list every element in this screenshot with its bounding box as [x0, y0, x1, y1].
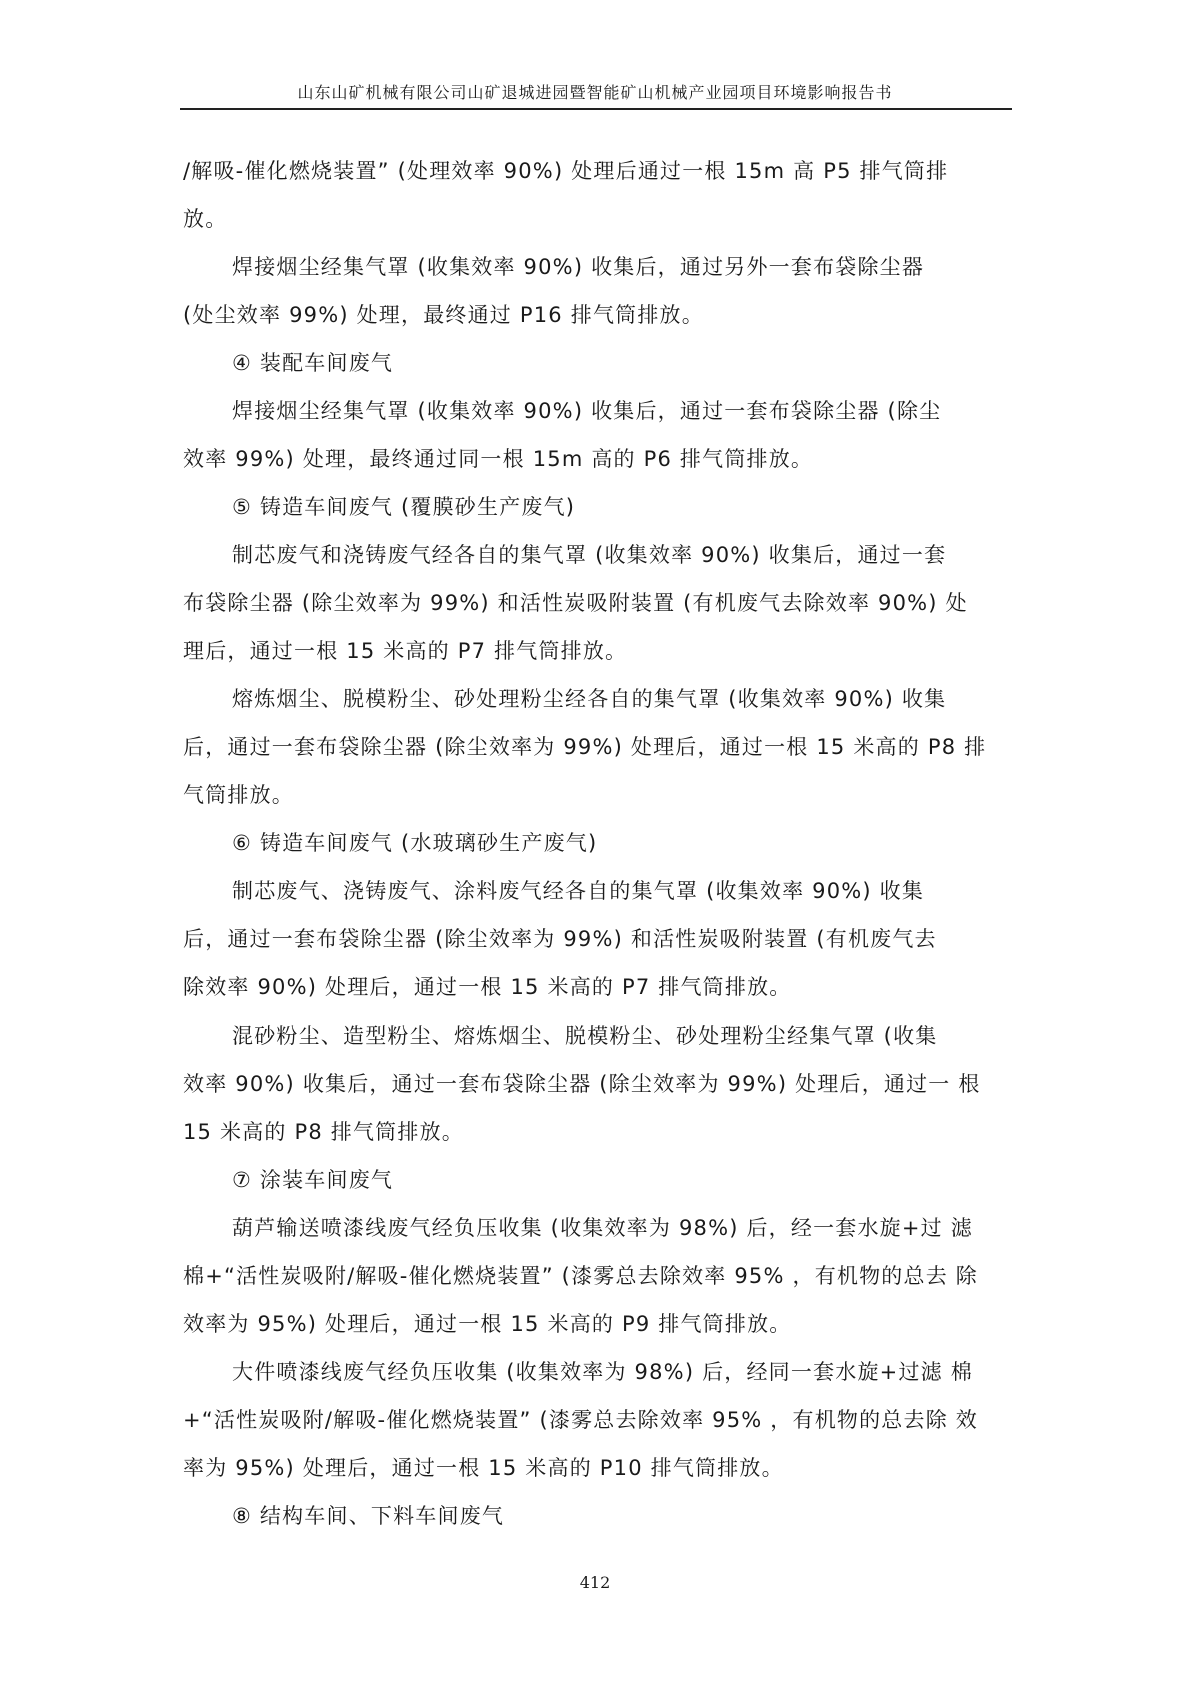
- text-line-28: 率为 95%) 处理后，通过一根 15 米高的 P10 排气筒排放。: [183, 1456, 784, 1480]
- text-line-21: 15 米高的 P8 排气筒排放。: [183, 1120, 464, 1144]
- text-line-23: 葫芦输送喷漆线废气经负压收集 (收集效率为 98%) 后，经一套水旋+过 滤: [232, 1216, 973, 1240]
- text-line-13: 后，通过一套布袋除尘器 (除尘效率为 99%) 处理后，通过一根 15 米高的 P8 排: [183, 735, 987, 759]
- page-number: 412: [579, 1573, 611, 1592]
- text-line-14: 气筒排放。: [183, 783, 294, 807]
- section-heading-5: ⑤ 铸造车间废气 (覆膜砂生产废气): [232, 495, 576, 519]
- section-heading-4: ④ 装配车间废气: [232, 351, 394, 375]
- text-line-11: 理后，通过一根 15 米高的 P7 排气筒排放。: [183, 639, 628, 663]
- text-line-17: 后，通过一套布袋除尘器 (除尘效率为 99%) 和活性炭吸附装置 (有机废气去: [183, 927, 937, 951]
- text-line-12: 熔炼烟尘、脱模粉尘、砂处理粉尘经各自的集气罩 (收集效率 90%) 收集: [232, 687, 947, 711]
- text-line-20: 效率 90%) 收集后，通过一套布袋除尘器 (除尘效率为 99%) 处理后，通过一 根: [183, 1072, 981, 1096]
- text-line-3: 焊接烟尘经集气罩 (收集效率 90%) 收集后，通过另外一套布袋除尘器: [232, 255, 925, 279]
- text-line-4: (处尘效率 99%) 处理，最终通过 P16 排气筒排放。: [183, 303, 704, 327]
- text-line-25: 效率为 95%) 处理后，通过一根 15 米高的 P9 排气筒排放。: [183, 1312, 792, 1336]
- text-line-2: 放。: [183, 207, 228, 231]
- text-line-24: 棉+“活性炭吸附/解吸-催化燃烧装置” (漆雾总去除效率 95% ，有机物的总去 除: [183, 1264, 978, 1288]
- section-heading-8: ⑧ 结构车间、下料车间废气: [232, 1504, 505, 1528]
- text-line-26: 大件喷漆线废气经负压收集 (收集效率为 98%) 后，经同一套水旋+过滤 棉: [232, 1360, 973, 1384]
- section-heading-6: ⑥ 铸造车间废气 (水玻璃砂生产废气): [232, 831, 598, 855]
- text-line-16: 制芯废气、浇铸废气、涂料废气经各自的集气罩 (收集效率 90%) 收集: [232, 879, 925, 903]
- document-header: 山东山矿机械有限公司山矿退城进园暨智能矿山机械产业园项目环境影响报告书: [297, 83, 893, 102]
- text-line-27: +“活性炭吸附/解吸-催化燃烧装置” (漆雾总去除效率 95% ，有机物的总去除 效: [183, 1408, 978, 1432]
- text-line-9: 制芯废气和浇铸废气经各自的集气罩 (收集效率 90%) 收集后，通过一套: [232, 543, 947, 567]
- header-rule: [180, 108, 1012, 110]
- text-line-18: 除效率 90%) 处理后，通过一根 15 米高的 P7 排气筒排放。: [183, 975, 792, 999]
- text-line-1: /解吸-催化燃烧装置” (处理效率 90%) 处理后通过一根 15m 高 P5 排气筒排: [183, 159, 949, 183]
- text-line-6: 焊接烟尘经集气罩 (收集效率 90%) 收集后，通过一套布袋除尘器 (除尘: [232, 399, 942, 423]
- text-line-10: 布袋除尘器 (除尘效率为 99%) 和活性炭吸附装置 (有机废气去除效率 90%) 处: [183, 591, 968, 615]
- text-line-19: 混砂粉尘、造型粉尘、熔炼烟尘、脱模粉尘、砂处理粉尘经集气罩 (收集: [232, 1024, 938, 1048]
- text-line-7: 效率 99%) 处理，最终通过同一根 15m 高的 P6 排气筒排放。: [183, 447, 814, 471]
- section-heading-7: ⑦ 涂装车间废气: [232, 1168, 394, 1192]
